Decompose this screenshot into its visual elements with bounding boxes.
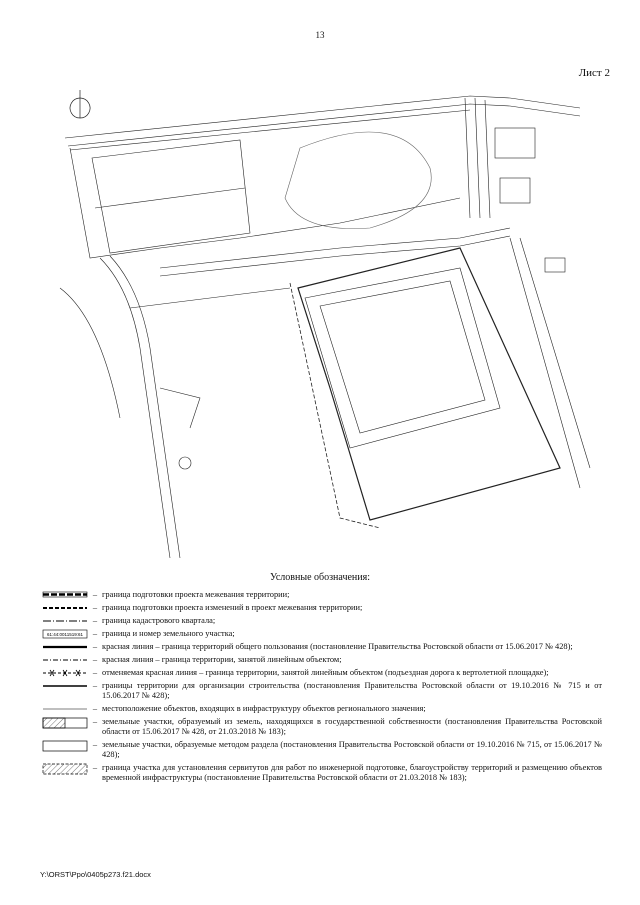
- legend-item: – граница подготовки проекта межевания территории;: [42, 590, 602, 600]
- legend-text: граница кадастрового квартала;: [102, 616, 216, 625]
- legend-text: красная линия – граница территорий общего пользования (постановление Правительства Ростовской области от 15.06.2017 № 428);: [102, 642, 573, 651]
- site-plan-drawing: [40, 88, 600, 558]
- legend-text: красная линия – граница территории, занятой линейным объектом;: [102, 655, 342, 664]
- page-number: 13: [315, 30, 325, 40]
- legend-item: – граница участка для установления сервитутов для работ по инженерной подготовке, благоустройству территорий и размещению объектов временной инфраструктуры (постановление Правительства Ростовской области от 21.03.2018 № 183);: [42, 763, 602, 783]
- plot-number-sample: 61:44:0011519:61: [47, 632, 83, 637]
- legend-item: – земельные участки, образуемый из земель, находящихся в государственной собственности (постановления Правительства Ростовской области от 15.06.2017 № 428, от 21.03.2018 № 183);: [42, 717, 602, 737]
- legend-text: границы территории для организации строительства (постановления Правительства Ростовской области от 19.10.2016 № 715 и от 15.06.2017 № 428);: [102, 681, 602, 700]
- red-line-linear-icon: [42, 655, 88, 665]
- cancelled-red-line-icon: [42, 668, 88, 678]
- regional-objects-icon: [42, 704, 88, 714]
- construction-border-icon: [42, 681, 88, 691]
- footer-file-path: Y:\ORST\Ppo\0405p273.f21.docx: [40, 870, 151, 879]
- division-plot-icon: [42, 740, 88, 752]
- legend-text: земельные участки, образуемый из земель, находящихся в государственной собственности (постановления Правительства Ростовской области от 15.06.2017 № 428, от 21.03.2018 № 183);: [102, 717, 602, 736]
- legend-text: граница и номер земельного участка;: [102, 629, 235, 638]
- legend-item: – граница кадастрового квартала;: [42, 616, 602, 626]
- border-change-icon: [42, 603, 88, 613]
- border-prep-icon: [42, 590, 88, 600]
- legend-item: – красная линия – граница территории, занятой линейным объектом;: [42, 655, 602, 665]
- legend-item: – красная линия – граница территорий общего пользования (постановление Правительства Ростовской области от 15.06.2017 № 428);: [42, 642, 602, 652]
- legend-text: отменяемая красная линия – граница территории, занятой линейным объектом (подъездная дорога к вертолетной площадке);: [102, 668, 549, 677]
- state-land-icon: [42, 717, 88, 729]
- land-plot-number-icon: [42, 629, 88, 639]
- legend-item: – граница подготовки проекта изменений в проект межевания территории;: [42, 603, 602, 613]
- legend-item: – отменяемая красная линия – граница территории, занятой линейным объектом (подъездная дорога к вертолетной площадке);: [42, 668, 602, 678]
- legend-item: – местоположение объектов, входящих в инфраструктуру объектов регионального значения;: [42, 704, 602, 714]
- red-line-icon: [42, 642, 88, 652]
- legend-item: – земельные участки, образуемые методом раздела (постановления Правительства Ростовской области от 19.10.2016 № 715, от 15.06.2017 № 428);: [42, 740, 602, 760]
- legend-text: граница участка для установления сервитутов для работ по инженерной подготовке, благоустройству территорий и размещению объектов временной инфраструктуры (постановление Правительства Ростовской области от 21.03.2018 № 183);: [102, 763, 602, 782]
- legend-item: 61:44:0011519:61 – граница и номер земельного участка;: [42, 629, 602, 639]
- legend-item: – границы территории для организации строительства (постановления Правительства Ростовской области от 19.10.2016 № 715 и от 15.06.2017 № 428);: [42, 681, 602, 701]
- sheet-label: Лист 2: [578, 67, 610, 79]
- legend-text: земельные участки, образуемые методом раздела (постановления Правительства Ростовской области от 19.10.2016 № 715, от 15.06.2017 № 428);: [102, 740, 602, 759]
- legend: [42, 590, 602, 786]
- legend-text: местоположение объектов, входящих в инфраструктуру объектов регионального значения;: [102, 704, 426, 713]
- cadastral-quarter-icon: [42, 616, 88, 626]
- legend-text: граница подготовки проекта изменений в проект межевания территории;: [102, 603, 363, 612]
- servitude-icon: [42, 763, 88, 775]
- legend-text: граница подготовки проекта межевания территории;: [102, 590, 290, 599]
- legend-title: Условные обозначения:: [269, 572, 370, 583]
